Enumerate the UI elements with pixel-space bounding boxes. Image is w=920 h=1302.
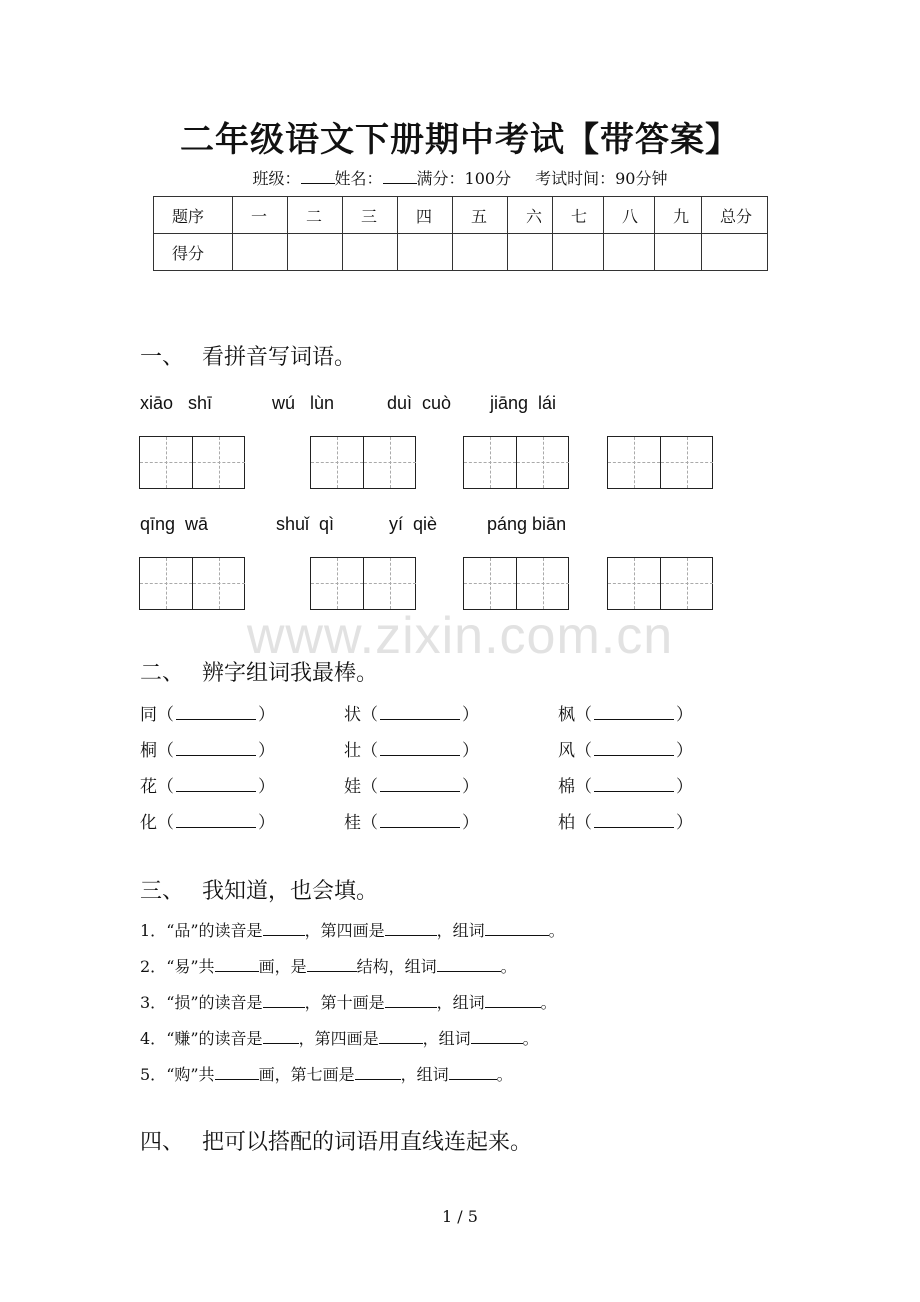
score-cell[interactable] [288,234,343,271]
answer-blank[interactable] [380,739,460,756]
pinyin-label: duì cuò [387,393,452,413]
score-cell[interactable] [508,234,553,271]
score-cell[interactable] [553,234,604,271]
answer-blank[interactable] [176,811,256,828]
char: 花 [140,777,157,797]
score-cell[interactable] [343,234,398,271]
word-item: 桐（ ） [140,741,275,761]
section1-heading [140,340,356,371]
section-number: 三、 [140,879,185,904]
section-number: 四、 [140,1130,185,1155]
writing-grid[interactable] [139,436,245,489]
header-cell: 四 [398,197,453,234]
answer-blank[interactable] [379,1029,423,1044]
score-table-header-row [154,197,768,234]
section-title: 我知道，也会填。 [202,879,379,904]
page-title: 二年级语文下册期中考试【带答案】 [180,120,740,160]
answer-blank[interactable] [594,739,674,756]
word-item: 风（ ） [558,741,693,761]
char: 娃 [344,777,361,797]
name-blank [383,169,417,184]
score-table-score-row [154,234,768,271]
char: 同 [140,705,157,725]
char: 风 [558,741,575,761]
section3-heading [140,874,378,905]
answer-blank[interactable] [437,957,501,972]
answer-blank[interactable] [380,703,460,720]
header-cell: 总分 [702,197,768,234]
answer-blank[interactable] [385,993,437,1008]
class-blank [301,169,335,184]
exam-info [0,166,920,189]
pinyin-label: jiāng lái [490,393,557,413]
char: 化 [140,813,157,833]
answer-blank[interactable] [215,1065,259,1080]
writing-grid[interactable] [310,557,416,610]
answer-blank[interactable] [176,775,256,792]
score-cell[interactable] [233,234,288,271]
char: 壮 [344,741,361,761]
header-cell: 五 [453,197,508,234]
header-cell: 八 [604,197,655,234]
pinyin-label: qīng wā [140,514,209,534]
section4-heading [140,1125,532,1156]
word-item: 棉（ ） [558,777,693,797]
class-label: 班级： [252,169,301,188]
char: 棉 [558,777,575,797]
section-number: 二、 [140,661,185,686]
char: 枫 [558,705,575,725]
full-score: 满分：100分 [416,169,512,188]
header-cell: 题序 [154,197,233,234]
answer-blank[interactable] [385,921,437,936]
section-title: 看拼音写词语。 [202,345,357,370]
page-number: 1 / 5 [442,1207,478,1226]
writing-grid[interactable] [607,436,713,489]
question-4: 4．“赚”的读音是 ，第四画是 ，组词 。 [140,1029,539,1048]
row-label: 得分 [154,234,233,271]
answer-blank[interactable] [307,957,357,972]
word-item: 娃（ ） [344,777,479,797]
section2-heading [140,656,378,687]
section-title: 辨字组词我最棒。 [202,661,379,686]
word-item: 枫（ ） [558,705,693,725]
char: 状 [344,705,361,725]
pinyin-label: xiāo shī [140,393,213,413]
answer-blank[interactable] [449,1065,497,1080]
header-cell: 一 [233,197,288,234]
score-cell[interactable] [702,234,768,271]
pinyin-label: wú lùn [272,393,335,413]
char: 桂 [344,813,361,833]
question-5: 5．“购”共 画，第七画是 ，组词 。 [140,1065,513,1084]
word-item: 花（ ） [140,777,275,797]
score-cell[interactable] [398,234,453,271]
answer-blank[interactable] [380,775,460,792]
word-item: 壮（ ） [344,741,479,761]
score-cell[interactable] [453,234,508,271]
question-3: 3．“损”的读音是 ，第十画是 ，组词 。 [140,993,557,1012]
exam-time: 考试时间：90分钟 [535,169,668,188]
answer-blank[interactable] [594,703,674,720]
answer-blank[interactable] [485,921,549,936]
answer-blank[interactable] [380,811,460,828]
writing-grid[interactable] [463,557,569,610]
section-title: 把可以搭配的词语用直线连起来。 [202,1130,533,1155]
answer-blank[interactable] [594,775,674,792]
answer-blank[interactable] [485,993,541,1008]
pinyin-label: yí qiè [389,514,438,534]
question-2: 2．“易”共 画，是 结构，组词 。 [140,957,517,976]
answer-blank[interactable] [594,811,674,828]
watermark: www.zixin.com.cn [246,607,674,665]
name-label: 姓名： [334,169,383,188]
header-cell: 二 [288,197,343,234]
answer-blank[interactable] [263,993,305,1008]
writing-grid[interactable] [607,557,713,610]
question-1: 1．“品”的读音是 ，第四画是 ，组词 。 [140,921,565,940]
word-item: 柏（ ） [558,813,693,833]
answer-blank[interactable] [355,1065,401,1080]
char: 柏 [558,813,575,833]
char: 桐 [140,741,157,761]
answer-blank[interactable] [263,1029,299,1044]
pinyin-label: shuǐ qì [276,514,335,534]
score-table [153,196,768,271]
section-number: 一、 [140,345,185,370]
word-item: 状（ ） [344,705,479,725]
answer-blank[interactable] [176,739,256,756]
header-cell: 六 [508,197,553,234]
pinyin-label: páng biān [487,514,567,534]
answer-blank[interactable] [176,703,256,720]
score-cell[interactable] [604,234,655,271]
word-item: 同（ ） [140,705,275,725]
answer-blank[interactable] [215,957,259,972]
word-item: 桂（ ） [344,813,479,833]
header-cell: 九 [655,197,702,234]
header-cell: 三 [343,197,398,234]
word-item: 化（ ） [140,813,275,833]
writing-grid[interactable] [463,436,569,489]
writing-grid[interactable] [310,436,416,489]
answer-blank[interactable] [471,1029,523,1044]
writing-grid[interactable] [139,557,245,610]
header-cell: 七 [553,197,604,234]
answer-blank[interactable] [263,921,305,936]
score-cell[interactable] [655,234,702,271]
